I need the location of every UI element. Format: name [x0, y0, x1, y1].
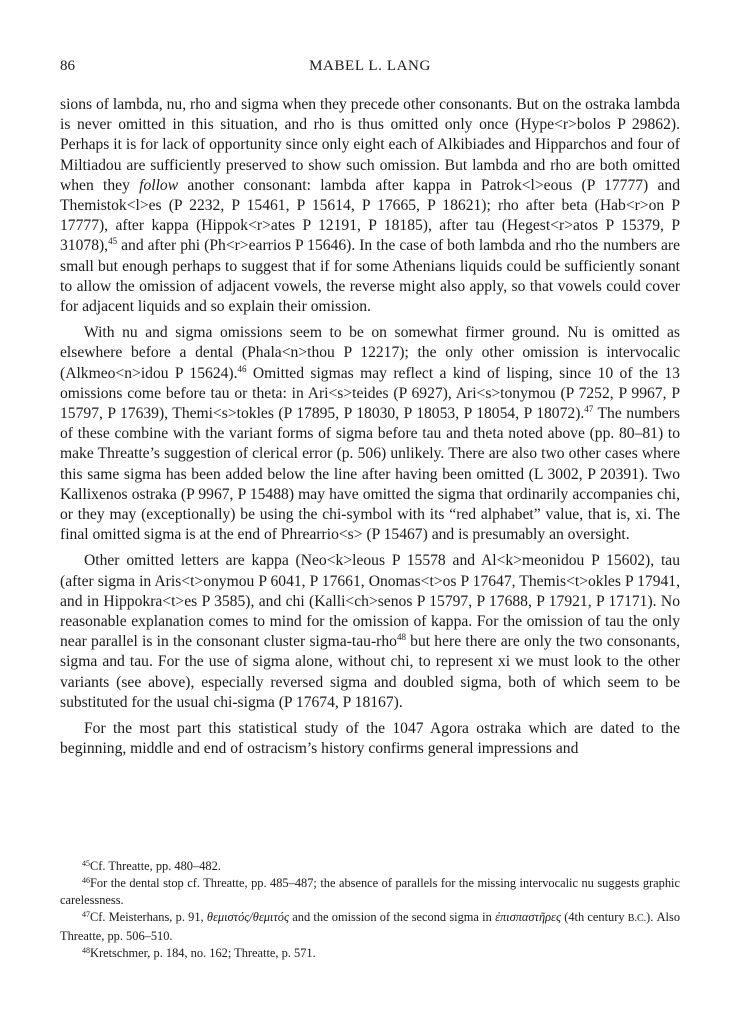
era-abbreviation: B.C.	[627, 913, 647, 925]
greek-word: θεμιστός/θεμιτός	[206, 910, 290, 925]
p4-text-1: For the most part this statistical study of the 1047 Agora ostraka which are dated to the beginning, middle and end of ostracism’s history confirms general impressions and	[60, 720, 680, 758]
p2-text-3: The numbers of these combine with the variant forms of sigma before tau and theta noted above (pp. 80–81) to make Threatte’s suggestion of clerical error (p. 506) unlikely. There are also two other cases where this same sigma has been added below the line after having been omitted (L 3002, P 20391). Two Kallixenos ostraka (P 9967, P 15488) may have omitted the sigma that ordinarily accompanies chi, or they may (exceptionally) be using the chi-symbol with its “red alphabet” value, that is, xi. The final omitted sigma is at the end of Phrearrio<s> (P 15467) and is presumably an oversight.	[60, 405, 680, 544]
footnote-text: Kretschmer, p. 184, no. 162; Threatte, p. 571.	[90, 946, 316, 961]
footnote-ref-46[interactable]: 46	[237, 363, 247, 374]
footnote-text: Cf. Meisterhans, p. 91,	[90, 910, 207, 925]
p3-text-1: Other omitted letters are kappa (Neo<k>leous P 15578 and Al<k>meonidou P 15602), tau (after sigma in Aris<t>onymou P 6041, P 17661, Onomas<t>os P 17647, Themis<t>okles P 17941, and in Hippokra<t>es P 3585), and chi (Kalli<ch>senos P 15797, P 17688, P 17921, P 17171). No reasonable explanation comes to mind for the omission of kappa. For the omission of tau the only near parallel is in the consonant cluster sigma-tau-rho	[60, 552, 680, 651]
p1-text-2: another consonant: lambda after kappa in Patrok<l>eous (P 17777) and Themistok<l>es (P 2232, P 15461, P 15614, P 17665, P 18621); rho after beta (Hab<r>on P 17777), after kappa (Hippok<r>ates P 12191, P 18185), after tau (Hegest<r>atos P 15379, P 31078),	[60, 176, 681, 255]
footnote-ref-48[interactable]: 48	[396, 632, 406, 643]
p3-text-2: but here there are only the two consonants, sigma and tau. For the use of sigma alone, without chi, to represent xi we must look to the other variants (see above), especially reversed sigma and doubled sigma, both of which seem to be substituted for the usual chi-sigma (P 17674, P 18167).	[60, 633, 680, 711]
footnote-text: (4th century	[560, 910, 628, 925]
greek-word: ἐπισπαστῆρες	[495, 910, 561, 925]
footnotes	[60, 858, 680, 962]
footnote-48	[60, 945, 680, 961]
p2-text-2: Omitted sigmas may reflect a kind of lisping, since 10 of the 13 omissions come before tau or theta: in Ari<s>teides (P 6927), Ari<s>tonymou (P 7252, P 9967, P 15797, P 17639), Themi<s>tokles (P 17895, P 18030, P 18053, P 18054, P 18072).	[60, 364, 680, 423]
footnote-number: 48	[82, 946, 90, 956]
footnote-47	[60, 909, 680, 944]
footnote-45	[60, 858, 680, 874]
paragraph-4	[60, 719, 680, 759]
p2-text-1: With nu and sigma omissions seem to be on somewhat firmer ground. Nu is omitted as elsewhere before a dental (Phala<n>thou P 12217); the only other omission is intervocalic (Alkmeo<n>idou P 15624).	[60, 324, 680, 382]
footnote-46	[60, 875, 680, 908]
paragraph-1	[60, 95, 680, 317]
article-body	[60, 95, 680, 760]
footnote-text: For the dental stop cf. Threatte, pp. 485–487; the absence of parallels for the missing intervocalic nu suggests graphic carelessness.	[60, 876, 680, 907]
p1-text-1: sions of lambda, nu, rho and sigma when they precede other consonants. But on the ostraka lambda is never omitted in this situation, and rho is thus omitted only once (Hype<r>bolos P 29862). Perhaps it is for lack of opportunity since only eight each of Alkibiades and Hipparchos and four of Miltiadou are sufficiently preserved to show such omission. But lambda and rho are both omitted when they	[60, 96, 680, 194]
page-number: 86	[60, 58, 75, 74]
page-header	[60, 58, 680, 80]
footnote-number: 46	[82, 876, 90, 886]
footnote-text: ). Also Threatte, pp. 506–510.	[60, 910, 681, 943]
paragraph-3	[60, 551, 680, 713]
footnote-ref-47[interactable]: 47	[584, 404, 594, 415]
p1-text-3: and after phi (Ph<r>earrios P 15646). In the case of both lambda and rho the numbers are small but enough perhaps to suggest that if for some Athenians liquids could be sufficiently sonant to allow the omission of adjacent vowels, the reverse might also apply, so that vowels could cover for adjacent liquids and so explain their omission.	[60, 237, 680, 316]
footnote-number: 45	[82, 859, 90, 868]
footnote-number: 47	[82, 910, 90, 920]
paragraph-2	[60, 323, 680, 545]
p1-emphasis: follow	[139, 176, 179, 194]
footnote-text: and the omission of the second sigma in	[289, 910, 496, 925]
footnote-text: Cf. Threatte, pp. 480–482.	[90, 859, 221, 873]
running-head: MABEL L. LANG	[309, 58, 431, 74]
footnote-ref-45[interactable]: 45	[108, 236, 118, 247]
